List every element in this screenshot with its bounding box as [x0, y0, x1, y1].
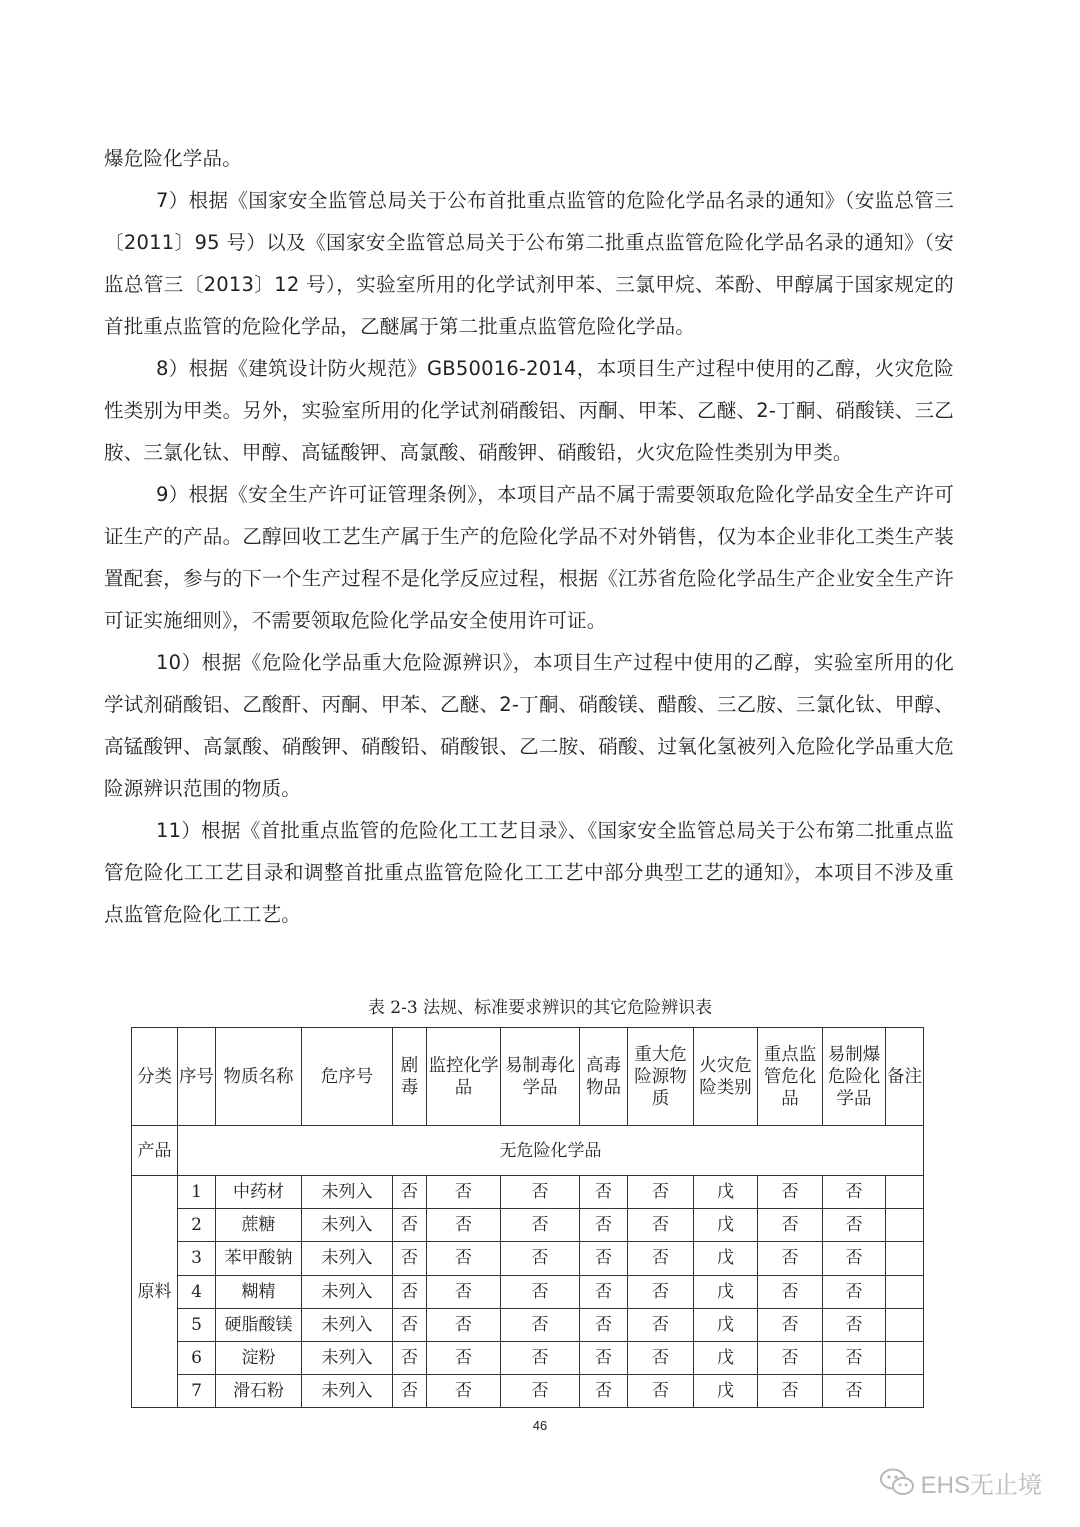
cell-remark [886, 1176, 924, 1209]
cell-key-supervised: 否 [758, 1375, 823, 1408]
cell-high-toxicity: 否 [580, 1341, 628, 1374]
watermark-text: EHS无止境 [920, 1471, 1042, 1499]
paragraph-item-10: 10）根据《危险化学品重大危险源辨识》，本项目生产过程中使用的乙醇，实验室所用的化学试剂硝酸铝、乙酸酐、丙酮、甲苯、乙醚、2-丁酮、硝酸镁、醋酸、三乙胺、三氯化钛、甲醇、高锰酸钾、高氯酸、硝酸钾、硝酸铅、硝酸银、乙二胺、硝酸、过氧化氢被列入危险化学品重大危险源辨识范围的物质。 [104, 651, 954, 800]
cell-precursor: 否 [501, 1308, 580, 1341]
cell-no: 4 [178, 1275, 216, 1308]
cell-high-toxicity: 否 [580, 1308, 628, 1341]
cell-key-supervised: 否 [758, 1275, 823, 1308]
hazard-identification-table [131, 1027, 924, 1408]
cell-remark [886, 1341, 924, 1374]
header-drug-precursor: 易制毒化学品 [501, 1028, 580, 1126]
cell-no: 6 [178, 1341, 216, 1374]
cell-hazard-no: 未列入 [302, 1308, 393, 1341]
page-number: 46 [532, 1418, 548, 1433]
cell-high-toxicity: 否 [580, 1375, 628, 1408]
cell-highly-toxic: 否 [393, 1242, 427, 1275]
cell-highly-toxic: 否 [393, 1341, 427, 1374]
header-major-hazard: 重大危险源物质 [628, 1028, 694, 1126]
watermark [879, 1462, 1042, 1502]
cell-highly-toxic: 否 [393, 1209, 427, 1242]
table-row [132, 1176, 924, 1209]
table-row [132, 1242, 924, 1275]
cell-no: 7 [178, 1375, 216, 1408]
cell-precursor: 否 [501, 1176, 580, 1209]
cell-explosive-precursor: 否 [823, 1375, 886, 1408]
cell-high-toxicity: 否 [580, 1275, 628, 1308]
cell-major-hazard: 否 [628, 1242, 694, 1275]
cell-no: 3 [178, 1242, 216, 1275]
cell-name: 滑石粉 [216, 1375, 302, 1408]
header-serial-no: 序号 [178, 1028, 216, 1126]
header-high-toxicity: 高毒物品 [580, 1028, 628, 1126]
cell-name: 苯甲酸钠 [216, 1242, 302, 1275]
cell-monitored: 否 [427, 1209, 501, 1242]
cell-monitored: 否 [427, 1375, 501, 1408]
cell-hazard-no: 未列入 [302, 1209, 393, 1242]
body-text [104, 138, 954, 936]
cell-major-hazard: 否 [628, 1176, 694, 1209]
cell-precursor: 否 [501, 1375, 580, 1408]
cell-monitored: 否 [427, 1242, 501, 1275]
cell-name: 蔗糖 [216, 1209, 302, 1242]
cell-hazard-no: 未列入 [302, 1375, 393, 1408]
raw-material-rows [132, 1176, 924, 1408]
cell-fire-class: 戊 [694, 1341, 758, 1374]
cell-precursor: 否 [501, 1242, 580, 1275]
paragraph-item-8: 8）根据《建筑设计防火规范》GB50016-2014，本项目生产过程中使用的乙醇，火灾危险性类别为甲类。另外，实验室所用的化学试剂硝酸铝、丙酮、甲苯、乙醚、2-丁酮、硝酸镁、三乙胺、三氯化钛、甲醇、高锰酸钾、高氯酸、硝酸钾、硝酸铅，火灾危险性类别为甲类。 [104, 357, 954, 464]
cell-key-supervised: 否 [758, 1341, 823, 1374]
cell-fire-class: 戊 [694, 1209, 758, 1242]
cell-precursor: 否 [501, 1341, 580, 1374]
cell-explosive-precursor: 否 [823, 1308, 886, 1341]
cell-fire-class: 戊 [694, 1308, 758, 1341]
cell-major-hazard: 否 [628, 1341, 694, 1374]
cell-remark [886, 1209, 924, 1242]
paragraph-item-7: 7）根据《国家安全监管总局关于公布首批重点监管的危险化学品名录的通知》（安监总管三〔2011〕95 号）以及《国家安全监管总局关于公布第二批重点监管危险化学品名录的通知》（安监总管三〔2013〕12 号），实验室所用的化学试剂甲苯、三氯甲烷、苯酚、甲醇属于国家规定的首批重点监管的危险化学品，乙醚属于第二批重点监管危险化学品。 [104, 189, 954, 338]
header-remark: 备注 [886, 1028, 924, 1126]
header-explosive-precursor: 易制爆危险化学品 [823, 1028, 886, 1126]
cell-hazard-no: 未列入 [302, 1341, 393, 1374]
cell-no: 1 [178, 1176, 216, 1209]
paragraph-item-11: 11）根据《首批重点监管的危险化工工艺目录》、《国家安全监管总局关于公布第二批重点监管危险化工工艺目录和调整首批重点监管危险化工工艺中部分典型工艺的通知》，本项目不涉及重点监管危险化工工艺。 [104, 819, 954, 926]
cell-highly-toxic: 否 [393, 1275, 427, 1308]
cell-major-hazard: 否 [628, 1375, 694, 1408]
header-highly-toxic: 剧毒 [393, 1028, 427, 1126]
table-caption: 表 2-3 法规、标准要求辨识的其它危险辨识表 [367, 998, 713, 1018]
cell-remark [886, 1242, 924, 1275]
header-category: 分类 [132, 1028, 178, 1126]
header-monitored-chemical: 监控化学品 [427, 1028, 501, 1126]
cell-key-supervised: 否 [758, 1209, 823, 1242]
cell-fire-class: 戊 [694, 1275, 758, 1308]
header-hazard-no: 危序号 [302, 1028, 393, 1126]
cell-no: 5 [178, 1308, 216, 1341]
cell-major-hazard: 否 [628, 1308, 694, 1341]
cell-remark [886, 1275, 924, 1308]
cell-name: 中药材 [216, 1176, 302, 1209]
cell-precursor: 否 [501, 1209, 580, 1242]
cell-fire-class: 戊 [694, 1176, 758, 1209]
cell-key-supervised: 否 [758, 1242, 823, 1275]
category-raw-material: 原料 [132, 1176, 178, 1408]
cell-explosive-precursor: 否 [823, 1341, 886, 1374]
table-row [132, 1308, 924, 1341]
cell-key-supervised: 否 [758, 1176, 823, 1209]
header-substance-name: 物质名称 [216, 1028, 302, 1126]
header-key-supervised: 重点监管危化品 [758, 1028, 823, 1126]
table-row [132, 1341, 924, 1374]
cell-precursor: 否 [501, 1275, 580, 1308]
cell-hazard-no: 未列入 [302, 1275, 393, 1308]
cell-monitored: 否 [427, 1341, 501, 1374]
cell-fire-class: 戊 [694, 1242, 758, 1275]
header-fire-class: 火灾危险类别 [694, 1028, 758, 1126]
product-note: 无危险化学品 [178, 1126, 924, 1176]
cell-highly-toxic: 否 [393, 1375, 427, 1408]
cell-high-toxicity: 否 [580, 1176, 628, 1209]
paragraph-continuation: 爆危险化学品。 [104, 147, 242, 170]
table-row [132, 1209, 924, 1242]
cell-fire-class: 戊 [694, 1375, 758, 1408]
cell-explosive-precursor: 否 [823, 1176, 886, 1209]
cell-explosive-precursor: 否 [823, 1275, 886, 1308]
cell-hazard-no: 未列入 [302, 1242, 393, 1275]
cell-hazard-no: 未列入 [302, 1176, 393, 1209]
cell-highly-toxic: 否 [393, 1176, 427, 1209]
paragraph-item-9: 9）根据《安全生产许可证管理条例》，本项目产品不属于需要领取危险化学品安全生产许可证生产的产品。乙醇回收工艺生产属于生产的危险化学品不对外销售，仅为本企业非化工类生产装置配套，参与的下一个生产过程不是化学反应过程，根据《江苏省危险化学品生产企业安全生产许可证实施细则》，不需要领取危险化学品安全使用许可证。 [104, 483, 954, 632]
category-product: 产品 [132, 1126, 178, 1176]
cell-highly-toxic: 否 [393, 1308, 427, 1341]
table-header-row [132, 1028, 924, 1126]
cell-name: 淀粉 [216, 1341, 302, 1374]
cell-monitored: 否 [427, 1308, 501, 1341]
cell-explosive-precursor: 否 [823, 1242, 886, 1275]
cell-explosive-precursor: 否 [823, 1209, 886, 1242]
cell-high-toxicity: 否 [580, 1242, 628, 1275]
cell-remark [886, 1375, 924, 1408]
table-row [132, 1275, 924, 1308]
cell-remark [886, 1308, 924, 1341]
table-row [132, 1375, 924, 1408]
wechat-icon [879, 1467, 915, 1497]
cell-key-supervised: 否 [758, 1308, 823, 1341]
cell-major-hazard: 否 [628, 1275, 694, 1308]
cell-monitored: 否 [427, 1176, 501, 1209]
product-row [132, 1126, 924, 1176]
cell-monitored: 否 [427, 1275, 501, 1308]
cell-major-hazard: 否 [628, 1209, 694, 1242]
cell-name: 硬脂酸镁 [216, 1308, 302, 1341]
cell-high-toxicity: 否 [580, 1209, 628, 1242]
cell-no: 2 [178, 1209, 216, 1242]
cell-name: 糊精 [216, 1275, 302, 1308]
